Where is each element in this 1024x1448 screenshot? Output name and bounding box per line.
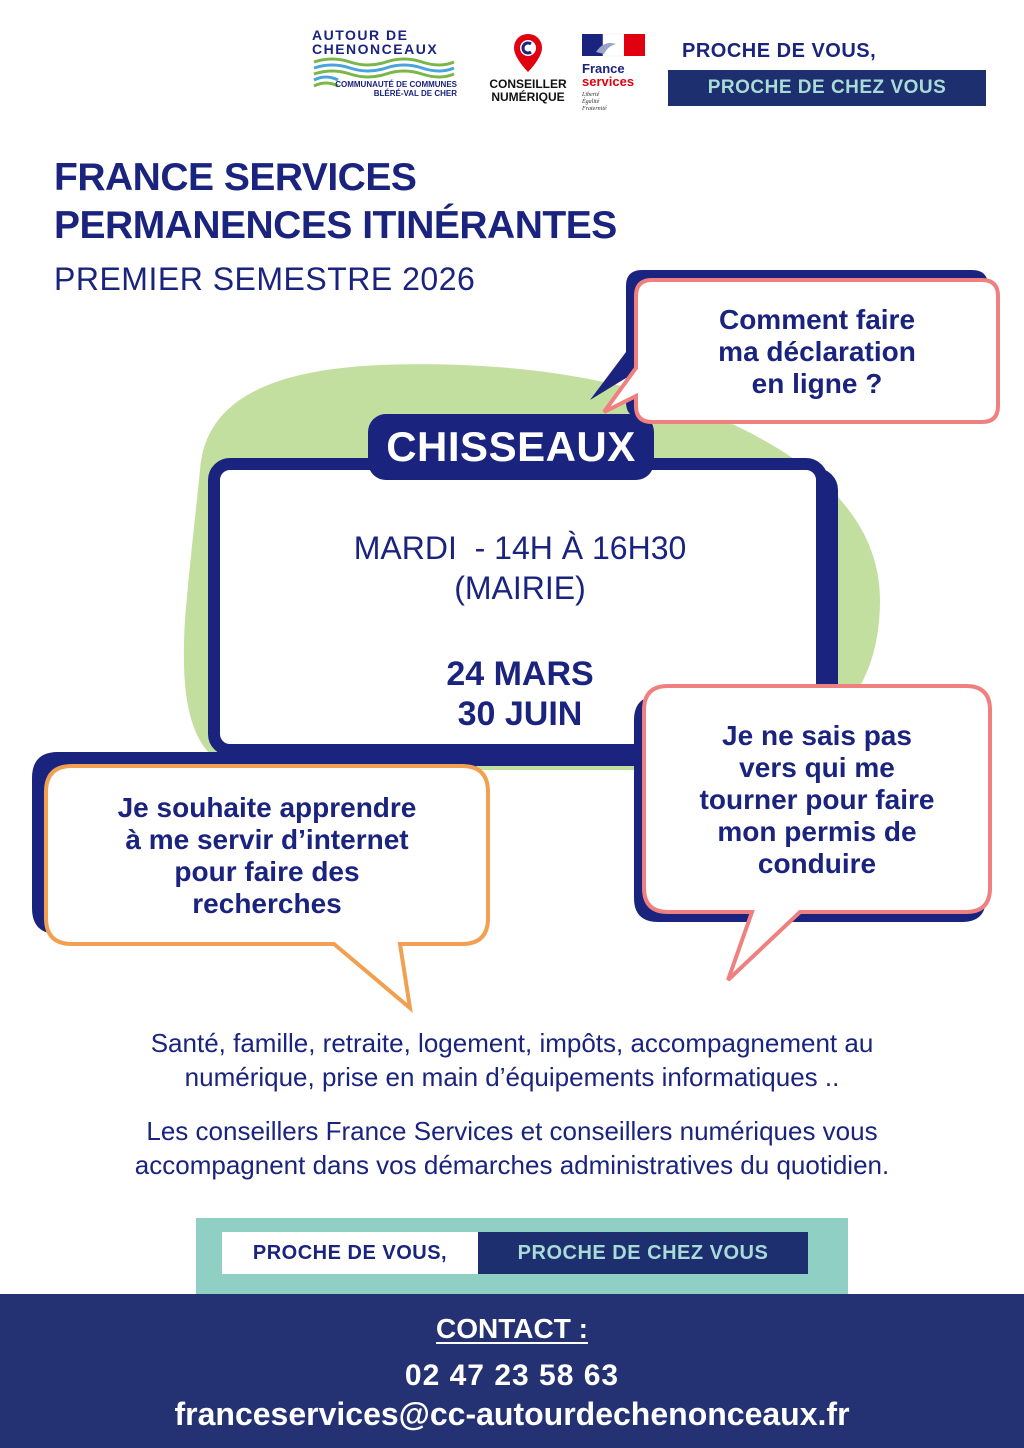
contact-heading-text: CONTACT : [436, 1313, 588, 1344]
fs-motto-2: Égalité [582, 99, 600, 105]
services-paragraph [30, 1026, 994, 1094]
subtitle-semester: PREMIER SEMESTRE 2026 [54, 261, 476, 297]
fs-motto-3: Fraternité [582, 106, 607, 112]
bubble-line: conduire [757, 848, 877, 879]
paragraph-line: Les conseillers France Services et conseillers numériques vous [146, 1116, 878, 1146]
bubble-line: vers qui me [739, 752, 895, 783]
cc-logo-sub2: BLÉRÉ-VAL DE CHER [373, 89, 457, 98]
title-france-services: FRANCE SERVICES [54, 156, 417, 199]
advisors-paragraph [30, 1114, 994, 1182]
date-item: 24 MARS [446, 655, 594, 693]
paragraph-line: accompagnent dans vos démarches administratives du quotidien. [134, 1150, 890, 1180]
cc-logo-sub1: COMMUNAUTÉ DE COMMUNES [335, 80, 457, 89]
paragraph-line: numérique, prise en main d’équipements informatiques .. [184, 1062, 840, 1092]
date-item: 30 JUIN [457, 695, 583, 733]
fs-logo-line1: France [582, 61, 625, 76]
bottom-tagline-part1: PROCHE DE VOUS, [252, 1242, 448, 1264]
bubble-line: tourner pour faire [699, 784, 935, 815]
contact-email[interactable]: franceservices@cc-autourdechenonceaux.fr [174, 1396, 850, 1432]
bubble-bottom-right-text [644, 720, 990, 880]
fs-logo-line2: services [582, 74, 635, 89]
cc-logo-line1: AUTOUR DE [312, 27, 409, 43]
cn-logo-line2: NUMÉRIQUE [491, 90, 565, 104]
bubble-line: Je souhaite apprendre [117, 792, 417, 823]
schedule-day-time: MARDI - 14H À 16H30 [353, 530, 687, 566]
bubble-line: en ligne ? [751, 368, 883, 399]
header-tagline-line2: PROCHE DE CHEZ VOUS [668, 70, 986, 106]
bubble-line: pour faire des [174, 856, 360, 887]
schedule-location: (MAIRIE) [454, 570, 586, 606]
cn-logo-line1: CONSEILLER [489, 77, 567, 91]
bubble-line: à me servir d’internet [125, 824, 409, 855]
cc-logo-line2: CHENONCEAUX [312, 41, 439, 57]
header-tagline-line1: PROCHE DE VOUS, [682, 40, 877, 62]
bubble-line: mon permis de [717, 816, 917, 847]
paragraph-line: Santé, famille, retraite, logement, impôts, accompagnement au [150, 1028, 874, 1058]
fs-motto-1: Liberté [582, 92, 600, 98]
bottom-tagline-part2: PROCHE DE CHEZ VOUS [478, 1232, 808, 1274]
bubble-line: Je ne sais pas [722, 720, 912, 751]
town-badge: CHISSEAUX [368, 414, 654, 480]
bubble-line: Comment faire [718, 304, 916, 335]
bubble-line: ma déclaration [718, 336, 916, 367]
bubble-line: recherches [192, 888, 342, 919]
title-permanences: PERMANENCES ITINÉRANTES [54, 204, 617, 247]
contact-heading [0, 1312, 1024, 1346]
contact-phone[interactable]: 02 47 23 58 63 [404, 1359, 620, 1392]
